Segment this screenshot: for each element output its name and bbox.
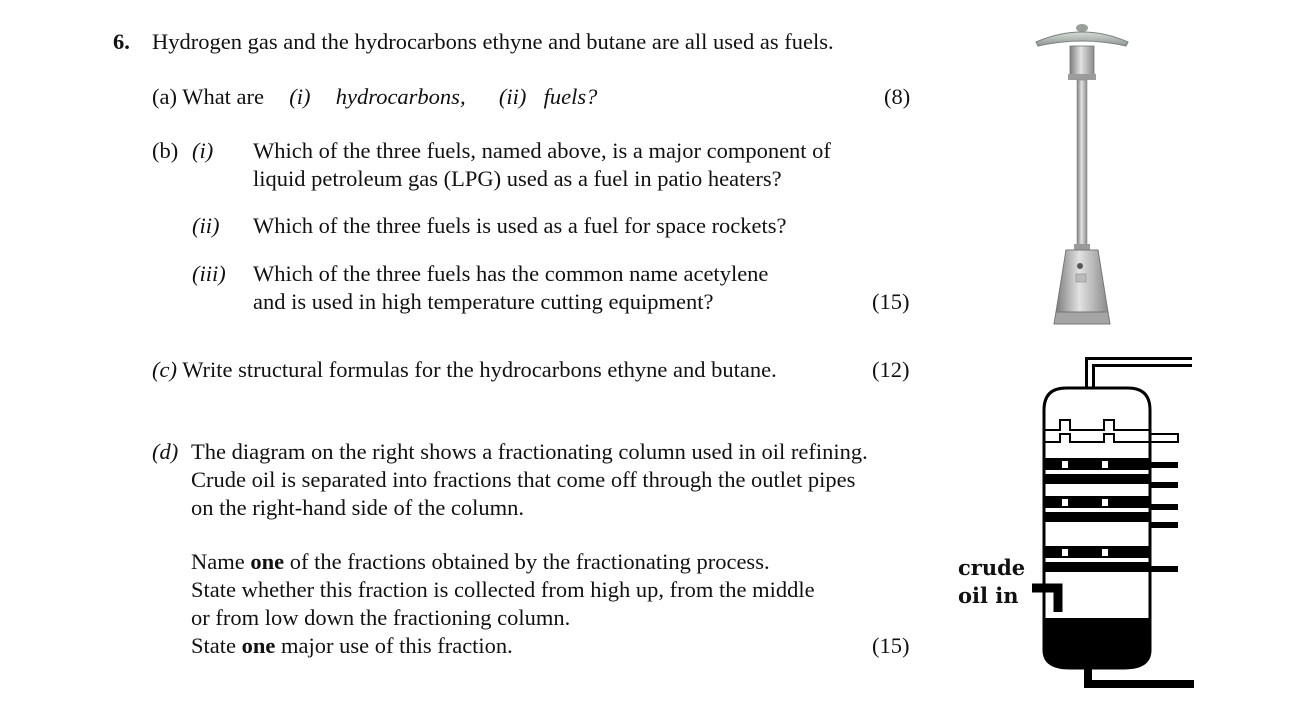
part-c-text: Write structural formulas for the hydrocarbons ethyne and butane.	[182, 357, 777, 382]
part-d-line6: or from low down the fractioning column.	[191, 605, 571, 630]
part-a-marks: (8)	[884, 84, 911, 109]
part-d-line4	[191, 548, 770, 576]
part-c-label: (c)	[152, 357, 177, 382]
part-d-line4-bold: one	[250, 549, 285, 574]
crude-oil-label-line2: oil in	[958, 583, 1019, 608]
part-b-sub-iii-line2: and is used in high temperature cutting equipment?	[253, 289, 714, 314]
question-number: 6.	[113, 29, 130, 54]
part-b-sub-ii-text: Which of the three fuels is used as a fuel for space rockets?	[253, 213, 787, 238]
part-b-marks: (15)	[872, 289, 910, 314]
part-d-line7-post: major use of this fraction.	[275, 633, 513, 658]
part-b-label: (b)	[152, 138, 179, 163]
part-d-marks: (15)	[872, 633, 910, 658]
part-c	[152, 356, 777, 384]
part-b-sub-iii-line1: Which of the three fuels has the common name acetylene	[253, 261, 769, 286]
part-b-sub-ii-label: (ii)	[192, 213, 220, 238]
fractionating-column-diagram	[1028, 350, 1198, 692]
question-intro: Hydrogen gas and the hydrocarbons ethyne and butane are all used as fuels.	[152, 29, 834, 54]
part-a-label: (a)	[152, 84, 177, 109]
part-a-text: What are	[182, 84, 265, 109]
part-c-marks: (12)	[872, 357, 910, 382]
patio-heater-image	[1030, 20, 1134, 332]
part-d-line7	[191, 632, 513, 660]
part-b-sub-i-label: (i)	[192, 138, 214, 163]
part-b-sub-i-line1: Which of the three fuels, named above, is a major component of	[253, 138, 831, 163]
part-a-sub-i-label: (i)	[289, 84, 311, 109]
part-d-line3: on the right-hand side of the column.	[191, 495, 525, 520]
part-b-sub-i-line2: liquid petroleum gas (LPG) used as a fuel in patio heaters?	[253, 166, 782, 191]
part-a-sub-ii-text: fuels?	[543, 84, 598, 109]
part-d-line1: The diagram on the right shows a fractionating column used in oil refining.	[191, 439, 868, 464]
part-d-label: (d)	[152, 439, 179, 464]
part-d-line4-pre: Name	[191, 549, 251, 574]
part-a	[152, 83, 597, 111]
part-d-line5: State whether this fraction is collected from high up, from the middle	[191, 577, 815, 602]
part-b-sub-iii-label: (iii)	[192, 261, 226, 286]
part-d-line7-bold: one	[241, 633, 276, 658]
part-d-line2: Crude oil is separated into fractions that come off through the outlet pipes	[191, 467, 856, 492]
part-a-sub-i-text: hydrocarbons,	[335, 84, 466, 109]
crude-oil-label-line1: crude	[958, 555, 1026, 580]
part-d-line7-pre: State	[191, 633, 242, 658]
part-a-sub-ii-label: (ii)	[498, 84, 527, 109]
part-d-line4-post: of the fractions obtained by the fractionating process.	[284, 549, 770, 574]
